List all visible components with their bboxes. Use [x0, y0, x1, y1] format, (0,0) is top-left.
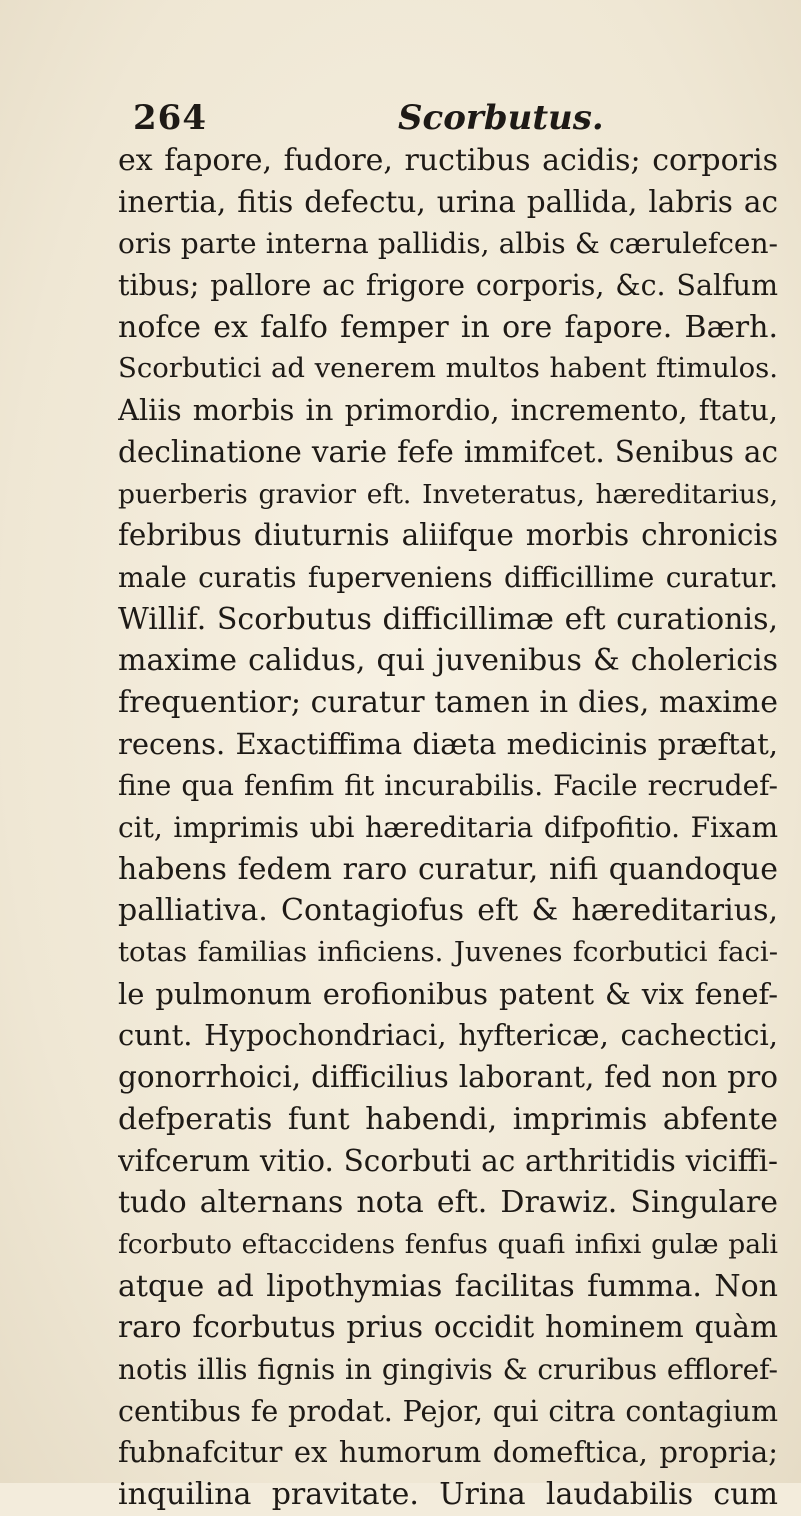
- text-line: Scorbutici ad venerem multos habent ftimulos.: [118, 352, 778, 385]
- text-line: le pulmonum erofionibus patent & vix fenef-: [118, 976, 778, 1011]
- text-line: oris parte interna pallidis, albis & cærulefcen-: [118, 227, 778, 261]
- text-line: declinatione varie fefe immifcet. Senibus ac: [118, 434, 778, 469]
- text-line: gonorrhoici, difficilius laborant, fed non pro: [118, 1060, 778, 1095]
- text-line: cunt. Hypochondriaci, hyftericæ, cachectici,: [118, 1018, 778, 1053]
- text-line: atque ad lipothymias facilitas fumma. Non: [118, 1268, 778, 1304]
- text-line: palliativa. Contagiofus eft & hæreditarius,: [118, 893, 778, 929]
- text-line: Aliis morbis in primordio, incremento, ftatu,: [118, 393, 778, 428]
- text-line: vifcerum vitio. Scorbuti ac arthritidis viciffi-: [118, 1143, 778, 1178]
- text-line: centibus fe prodat. Pejor, qui citra contagium: [118, 1394, 778, 1428]
- text-line: tudo alternans nota eft. Drawiz. Singulare: [118, 1185, 778, 1221]
- text-line: totas familias inficiens. Juvenes fcorbutici faci-: [118, 936, 778, 969]
- text-line: ex fapore, fudore, ructibus acidis; corporis: [118, 143, 778, 178]
- text-line: recens. Exactiffima diæta medicinis præftat,: [118, 726, 778, 761]
- text-line: fine qua fenfim fit incurabilis. Facile recrudef-: [118, 769, 778, 803]
- text-line: defperatis funt habendi, imprimis abfente: [118, 1101, 778, 1137]
- text-line: tibus; pallore ac frigore corporis, &c. Salfum: [118, 269, 778, 303]
- text-line: fcorbuto eftaccidens fenfus quafi infixi gulæ pali: [118, 1228, 778, 1260]
- text-line: puerberis gravior eft. Inveteratus, hæreditarius,: [118, 478, 778, 510]
- text-line: raro fcorbutus prius occidit hominem quàm: [118, 1310, 778, 1345]
- text-line: Willif. Scorbutus difficillimæ eft curationis,: [118, 601, 778, 637]
- page-header: [133, 98, 773, 140]
- body-text: [118, 140, 778, 1516]
- text-line: fubnafcitur ex humorum domeftica, propria;: [118, 1435, 778, 1470]
- text-line: frequentior; curatur tamen in dies, maxime: [118, 684, 778, 720]
- text-line: inquilina pravitate. Urina laudabilis cum: [118, 1477, 778, 1512]
- page-number: 264: [133, 98, 207, 138]
- text-line: cit, imprimis ubi hæreditaria difpofitio. Fixam: [118, 811, 778, 844]
- text-line: notis illis fignis in gingivis & cruribus effloref-: [118, 1352, 778, 1386]
- text-line: maxime calidus, qui juvenibus & cholericis: [118, 643, 778, 679]
- text-line: inertia, fitis defectu, urina pallida, labris ac: [118, 184, 778, 219]
- text-line: febribus diuturnis aliifque morbis chronicis: [118, 518, 778, 553]
- text-line: male curatis fuperveniens difficillime curatur.: [118, 560, 778, 594]
- text-line: habens fedem raro curatur, nifi quandoque: [118, 851, 778, 887]
- text-line: nofce ex falfo femper in ore fapore. Bærh.: [118, 309, 778, 345]
- running-head: Scorbutus.: [398, 98, 604, 138]
